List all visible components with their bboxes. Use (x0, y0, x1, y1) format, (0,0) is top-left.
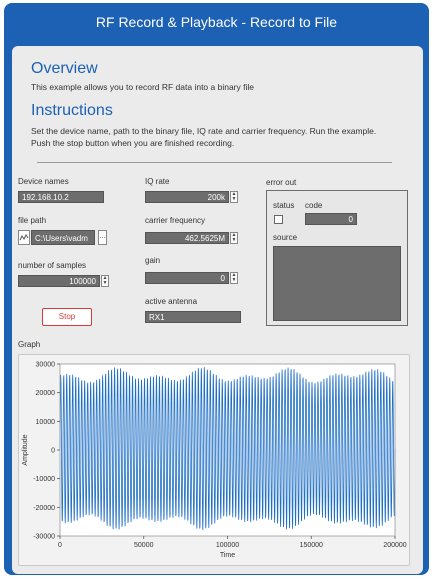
status-checkbox[interactable] (274, 215, 283, 224)
active-antenna-label: active antenna (145, 297, 198, 306)
graph-label: Graph (18, 340, 41, 349)
device-names-label: Device names (18, 177, 69, 186)
y-tick-label: -20000 (33, 504, 55, 512)
number-of-samples-stepper[interactable]: ▲ ▼ (102, 275, 108, 286)
y-axis-label: Amplitude (22, 434, 29, 466)
number-of-samples-field[interactable]: 100000 (18, 275, 100, 287)
iq-rate-stepper[interactable]: ▲ ▼ (231, 191, 237, 202)
x-tick-label: 150000 (299, 542, 323, 549)
x-tick-label: 50000 (134, 542, 154, 549)
file-browse-button[interactable]: … (98, 230, 107, 245)
window-title: RF Record & Playback - Record to File (95, 14, 338, 30)
overview-heading: Overview (31, 60, 98, 77)
carrier-frequency-field[interactable]: 462.5625M (145, 232, 229, 244)
stop-button[interactable]: Stop (42, 308, 92, 326)
device-names-field[interactable]: 192.168.10.2 (18, 191, 104, 203)
x-tick-label: 100000 (215, 542, 240, 549)
code-field[interactable]: 0 (305, 213, 357, 225)
carrier-frequency-stepper[interactable]: ▲ ▼ (231, 232, 237, 243)
iq-rate-label: IQ rate (145, 177, 170, 186)
graph-container (18, 354, 410, 566)
status-label: status (273, 201, 295, 210)
y-tick-label: -30000 (33, 533, 55, 541)
error-out-label: error out (266, 178, 297, 187)
carrier-frequency-label: carrier frequency (145, 216, 206, 225)
gain-label: gain (145, 256, 161, 265)
file-path-label: file path (18, 216, 47, 225)
gain-stepper[interactable]: ▲ ▼ (231, 272, 237, 283)
front-panel (12, 46, 423, 574)
instructions-line-1: Set the device name, path to the binary file, IQ rate and carrier frequency. Run the example. (31, 126, 377, 136)
y-tick-label: -10000 (33, 476, 55, 484)
y-tick-label: 10000 (35, 418, 55, 426)
y-tick-label: 20000 (35, 390, 55, 398)
x-tick-label: 0 (58, 542, 62, 549)
overview-text: This example allows you to record RF data into a binary file (31, 82, 254, 92)
instructions-line-2: Push the stop button when you are finished recording. (31, 138, 235, 148)
number-of-samples-label: number of samples (18, 261, 87, 270)
file-path-field[interactable]: C:\Users\vadm (31, 230, 95, 245)
y-tick-label: 0 (51, 447, 55, 455)
app-window (4, 3, 429, 575)
code-label: code (305, 201, 323, 210)
gain-field[interactable]: 0 (145, 272, 229, 284)
instructions-heading: Instructions (31, 102, 113, 119)
divider (37, 162, 392, 163)
source-label: source (273, 233, 298, 242)
browse-icon[interactable] (18, 230, 30, 245)
iq-rate-field[interactable]: 200k (145, 191, 229, 203)
x-axis-label: Time (219, 552, 236, 559)
error-out-cluster (266, 190, 408, 326)
source-field[interactable] (273, 246, 401, 321)
active-antenna-field[interactable]: RX1 (145, 311, 241, 323)
x-tick-label: 200000 (383, 542, 407, 549)
waveform-icon (19, 231, 29, 244)
y-tick-label: 30000 (35, 361, 55, 369)
waveform-graph[interactable] (18, 354, 410, 566)
